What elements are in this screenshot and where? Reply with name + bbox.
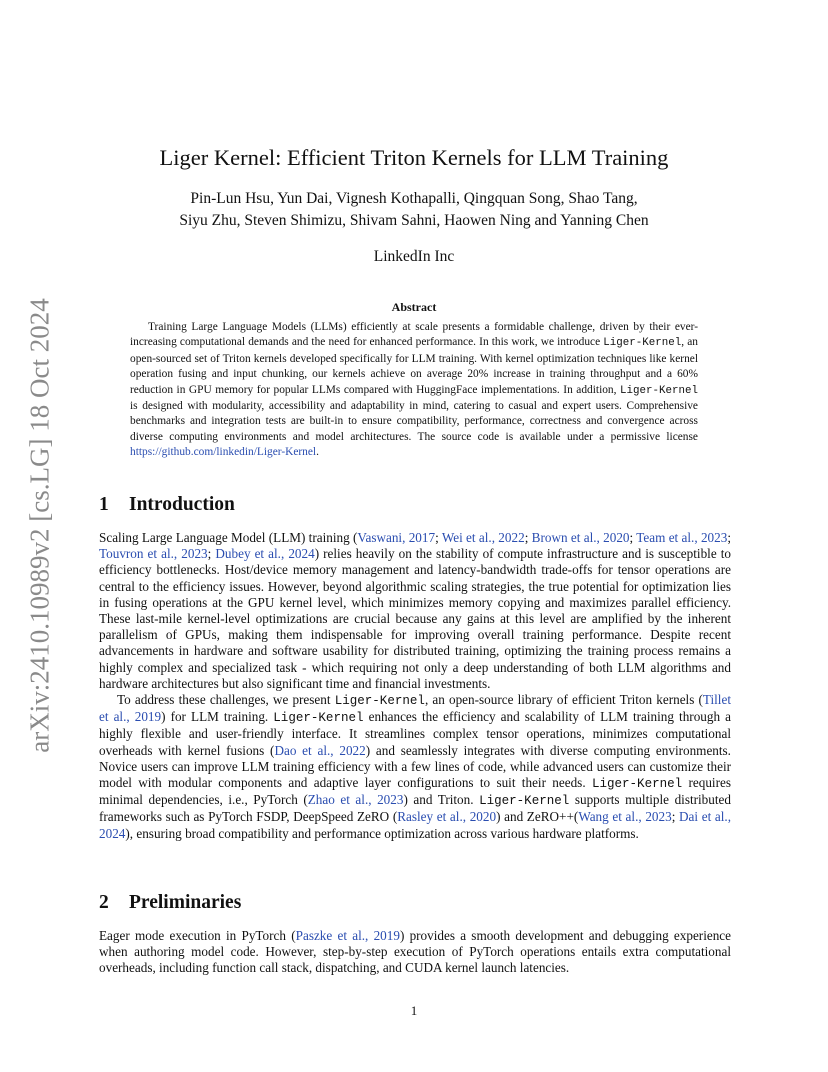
authors-line-2: Siyu Zhu, Steven Shimizu, Shivam Sahni, Haowen Ning and Yanning Chen xyxy=(179,212,649,229)
section-title: Introduction xyxy=(129,494,235,515)
citation-link[interactable]: Wei et al., 2022 xyxy=(441,530,525,545)
body-text: enhances the efficiency and scalability of LLM training through a highly flexible and user-friendly interface. It streamlines complex tensor operations, minimizes computational overheads with kernel fusions ( xyxy=(99,709,731,758)
paper-title: Liger Kernel: Efficient Triton Kernels for LLM Training xyxy=(159,145,669,170)
preliminaries-paragraph-1 xyxy=(99,928,731,977)
citation-link[interactable]: Vaswani, 2017 xyxy=(357,530,436,545)
author-list xyxy=(0,188,828,232)
body-text: Scaling Large Language Model (LLM) training ( xyxy=(99,530,358,545)
citation-link[interactable]: Paszke et al., 2019 xyxy=(295,928,400,943)
preliminaries-body xyxy=(99,928,731,977)
body-text: ) relies heavily on the stability of compute infrastructure and is susceptible to efficiency bottlenecks. Host/device memory management and latency-bandwidth trade-offs for tensor operations are central to the efficiency issues. However, beyond algorithmic scaling strategies, the true potential for optimization lies in fusing operations at the GPU kernel level, which minimizes memory copying and maximizes parallel efficiency. These last-mile kernel-level optimizations are crucial because any gains at this level are amplified by the inherent parallelism of GPUs, making them indispensable for improving overall training performance. Despite recent advancements in hardware and software usability for distributed training, optimizing the training process remains a highly complex and specialized task - which requiring not only a deep understanding of both LLM algorithms and hardware architectures but also significant time and financial investments. xyxy=(99,546,731,691)
arxiv-stamp xyxy=(20,290,60,760)
citation-link[interactable]: Brown et al., 2020 xyxy=(531,530,630,545)
citation-link[interactable]: Dai et al., 2024 xyxy=(99,809,732,841)
body-text: ) for LLM training. xyxy=(161,709,274,725)
body-text: requires minimal dependencies, i.e., PyTorch ( xyxy=(99,775,731,808)
body-text: , an open-source library of efficient Triton kernels ( xyxy=(424,692,703,708)
body-text: Eager mode execution in PyTorch ( xyxy=(99,928,296,943)
code-name: Liger-Kernel xyxy=(620,384,698,397)
citation-link[interactable]: Dubey et al., 2024 xyxy=(215,546,315,562)
separator: ; xyxy=(629,530,637,545)
code-name: Liger-Kernel xyxy=(591,777,683,792)
body-text: ) provides a smooth development and debugging experience when authoring model code. However, step-by-step execution of PyTorch operations entails extra computational overheads, including function call stack, dispatching, and CUDA kernel launch latencies. xyxy=(99,928,732,976)
section-heading-preliminaries xyxy=(99,892,241,914)
citation-link[interactable]: Zhao et al., 2023 xyxy=(307,792,404,808)
authors-line-1: Pin-Lun Hsu, Yun Dai, Vignesh Kothapalli, Qingquan Song, Shao Tang, xyxy=(190,190,638,207)
introduction-paragraph-2 xyxy=(99,692,731,842)
citation-link[interactable]: Rasley et al., 2020 xyxy=(397,809,497,825)
code-name: Liger-Kernel xyxy=(334,694,425,709)
citation-link[interactable]: Wang et al., 2023 xyxy=(578,809,672,825)
introduction-paragraph-1 xyxy=(99,530,731,692)
section-title: Preliminaries xyxy=(129,892,242,913)
citation-link[interactable]: Dao et al., 2022 xyxy=(274,742,366,758)
code-name: Liger-Kernel xyxy=(479,794,570,809)
arxiv-identifier: arXiv:2410.10989v2 [cs.LG] 18 Oct 2024 xyxy=(24,297,55,753)
body-text: ) and Triton. xyxy=(403,792,480,808)
separator: ; xyxy=(435,530,442,545)
body-text: ) and ZeRO++( xyxy=(496,809,579,825)
repository-link[interactable]: https://github.com/linkedin/Liger-Kernel xyxy=(130,446,317,459)
body-text: supports multiple distributed frameworks such as PyTorch FSDP, DeepSpeed ZeRO ( xyxy=(99,792,731,825)
affiliation: LinkedIn Inc xyxy=(373,248,455,265)
body-text: To address these challenges, we present xyxy=(117,692,335,708)
abstract-heading: Abstract xyxy=(391,300,437,314)
abstract-text: is designed with modularity, accessibility and adaptability in mind, catering to casual and expert users. Comprehensive benchmarks and integration tests are built-in to ensure compatibility, performance, correctness and convergence across diverse computing environments and model architectures. The source code is available under a permissive license xyxy=(130,400,698,443)
citation-link[interactable]: Team et al., 2023 xyxy=(636,530,728,545)
code-name: Liger-Kernel xyxy=(603,337,682,350)
section-number: 2 xyxy=(99,892,109,913)
body-text: ), ensuring broad compatibility and performance optimization across various hardware platforms. xyxy=(125,825,639,841)
separator: ; xyxy=(207,546,216,562)
abstract-text: Training Large Language Models (LLMs) efficiently at scale presents a formidable challenge, driven by their ever-increasing computational demands and the need for enhanced performance. In this work, we introduce xyxy=(130,321,698,349)
section-number: 1 xyxy=(99,494,109,515)
abstract-paragraph xyxy=(130,320,698,461)
section-heading-introduction xyxy=(99,494,235,516)
body-text: ) and seamlessly integrates with diverse computing environments. Novice users can improve LLM training efficiency with a few lines of code, while advanced users can customize their model with modular components and adaptive layer configurations to suit their needs. xyxy=(99,742,731,791)
citation-link[interactable]: Tillet et al., 2019 xyxy=(99,692,731,725)
separator: ; xyxy=(671,809,680,825)
separator: ; xyxy=(524,530,532,545)
introduction-body xyxy=(99,530,731,842)
abstract-text: . xyxy=(316,446,319,459)
citation-link[interactable]: Touvron et al., 2023 xyxy=(99,546,208,562)
separator: ; xyxy=(727,530,731,545)
abstract-text: , an open-sourced set of Triton kernels developed specifically for LLM training. With kernel optimization techniques like kernel operation fusing and input chunking, our kernels achieve on average 20% increase in training throughput and a 60% reduction in GPU memory for popular LLMs compared with HuggingFace implementations. In addition, xyxy=(130,336,699,396)
code-name: Liger-Kernel xyxy=(273,711,364,726)
page-number: 1 xyxy=(410,1003,418,1018)
abstract-body xyxy=(130,320,698,461)
